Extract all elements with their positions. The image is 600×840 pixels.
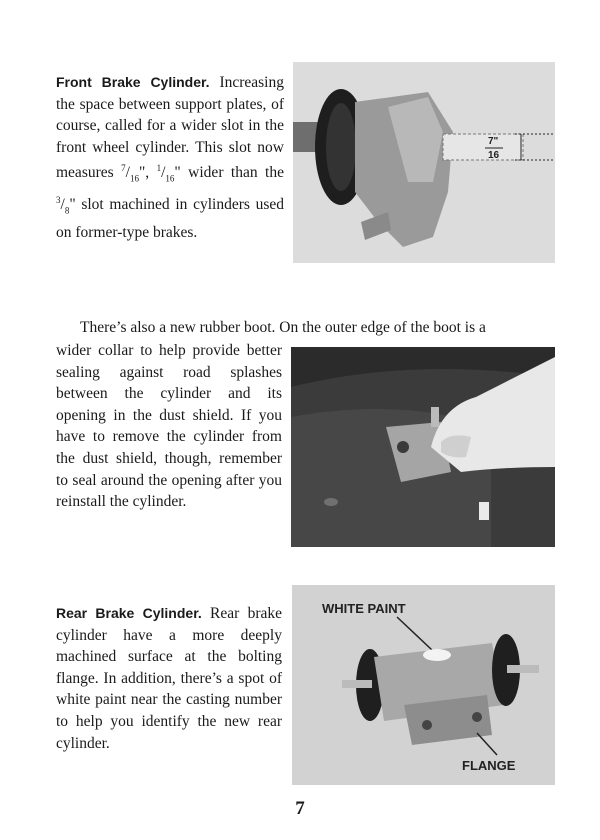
page-number: 7 [295,798,305,819]
rear-brake-cylinder-photo [292,585,555,785]
boot-paragraph: wider collar to help provide better sealing against road splashes between the cylinder and its opening in the dust shield. If you have to remove the cylinder from the dust shield, though, remember to seal around the opening after you reinstall the cylinder. [56,342,282,511]
fraction-denominator: 16 [165,173,175,184]
rear-brake-paragraph [56,603,282,754]
fraction-numerator: 3 [56,195,61,206]
front-brake-body: Increasing the space between support plates, of course, called for a wider slot in the front wheel cylinder. This slot now measures [56,74,284,182]
front-brake-text-mid: ", [138,164,157,182]
dimension-label-denominator: 16 [488,150,500,161]
rubber-boot-photo [291,347,555,547]
white-paint-label: WHITE PAINT [322,601,406,616]
fraction-denominator: 8 [64,205,70,216]
fraction-denominator: 16 [129,173,139,184]
front-brake-text-tail: " slot machined in cylinders used on former-type brakes. [56,196,284,242]
rear-brake-heading: Rear Brake Cylinder. [56,605,202,621]
boot-paragraph-first-line: There’s also a new rubber boot. On the outer edge of the boot is a [80,319,486,336]
front-brake-cylinder-photo [293,62,555,263]
rubber-boot-illustration [291,347,555,547]
front-brake-heading: Front Brake Cylinder. [56,74,210,90]
flange-label: FLANGE [462,758,516,773]
fraction-numerator: 1 [156,163,162,174]
fraction-numerator: 7 [121,163,126,174]
rear-brake-cylinder-illustration [292,585,555,785]
dimension-label-numerator: 7" [488,136,499,147]
front-brake-text-mid: " wider than the [174,164,284,182]
front-brake-cylinder-illustration [293,62,555,263]
rear-brake-body: Rear brake cylinder have a more deeply machined surface at the bolting flange. In addition, there’s a spot of white paint near the casting number to help you identify the new rear cylinder. [56,605,282,752]
front-brake-paragraph: Front Brake Cylinder. Increasing the space between support plates, of course, called for a wider slot in the front wheel cylinder. This slot now measures $^7/_{16}$", $^1/_{16}$" wider than the $^3/_8$" slot machined in cylinders used on former-type brakes. [56,74,284,242]
